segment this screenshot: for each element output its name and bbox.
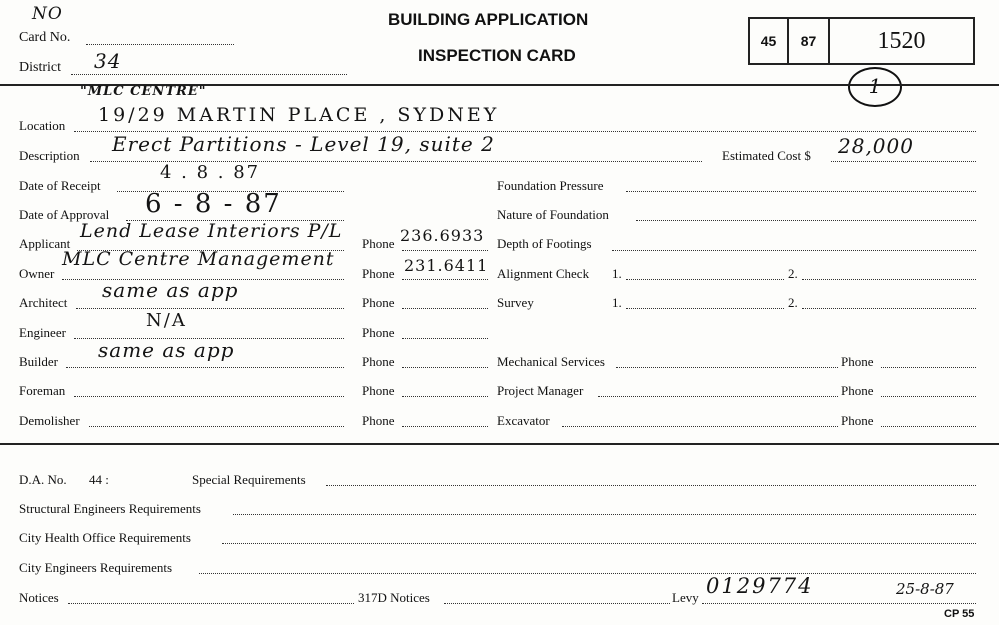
notices-line: [68, 603, 354, 604]
survey-line-2: [802, 308, 976, 309]
foreman-line: [74, 396, 344, 397]
foundation-pressure-label: Foundation Pressure: [497, 178, 604, 193]
excavator-line: [562, 426, 838, 427]
estimated-cost-value: 28,000: [838, 134, 914, 158]
alignment-num-1: 1.: [612, 266, 622, 281]
architect-value: same as app: [102, 278, 239, 302]
foreman-phone-label: Phone: [362, 383, 395, 398]
project-manager-label: Project Manager: [497, 383, 584, 398]
owner-label: Owner: [19, 266, 55, 281]
engineer-phone-label: Phone: [362, 325, 395, 340]
structural-label: Structural Engineers Requirements: [19, 501, 201, 516]
card-no-label: Card No.: [19, 30, 71, 45]
engineers-line: [199, 573, 976, 574]
builder-value: same as app: [98, 338, 235, 362]
circled-number-value: 1: [868, 74, 882, 98]
district-label: District: [19, 60, 61, 75]
description-value: Erect Partitions - Level 19, suite 2: [112, 132, 495, 156]
notices-317d-label: 317D Notices: [358, 590, 430, 605]
foundation-pressure-line: [626, 191, 976, 192]
survey-num-1: 1.: [612, 295, 622, 310]
owner-phone-value: 231.6411: [404, 256, 489, 275]
date-approval-value: 6 - 8 - 87: [145, 189, 282, 219]
engineer-phone-line: [402, 338, 488, 339]
architect-phone-label: Phone: [362, 295, 395, 310]
levy-value: 0129774: [706, 574, 814, 598]
project-manager-phone-line: [881, 396, 976, 397]
builder-phone-line: [402, 367, 488, 368]
demolisher-phone-label: Phone: [362, 413, 395, 428]
da-no-value: 44 :: [89, 472, 109, 487]
owner-phone-label: Phone: [362, 266, 395, 281]
owner-phone-line: [402, 279, 488, 280]
demolisher-phone-line: [402, 426, 488, 427]
form-code: CP 55: [944, 608, 975, 620]
alignment-line-1: [626, 279, 784, 280]
survey-label: Survey: [497, 295, 534, 310]
da-no-label: D.A. No.: [19, 472, 67, 487]
special-requirements-line: [326, 485, 976, 486]
applicant-phone-value: 236.6933: [400, 226, 485, 245]
foreman-label: Foreman: [19, 383, 66, 398]
survey-line-1: [626, 308, 784, 309]
card-number-box: 1520: [828, 17, 975, 65]
notices-label: Notices: [19, 590, 59, 605]
foreman-phone-line: [402, 396, 488, 397]
estimated-cost-label: Estimated Cost $: [722, 148, 811, 163]
title-line-2: INSPECTION CARD: [418, 46, 576, 65]
architect-line: [76, 308, 344, 309]
card-no-line: [86, 44, 234, 45]
project-manager-phone-label: Phone: [841, 383, 874, 398]
applicant-value: Lend Lease Interiors P/L: [80, 220, 343, 242]
mechanical-line: [616, 367, 838, 368]
engineers-label: City Engineers Requirements: [19, 560, 173, 575]
applicant-phone-label: Phone: [362, 236, 395, 251]
circled-number: [848, 67, 902, 107]
survey-num-2: 2.: [788, 295, 798, 310]
mechanical-phone-line: [881, 367, 976, 368]
district-line: [71, 74, 347, 75]
owner-value: MLC Centre Management: [62, 248, 335, 270]
project-manager-line: [598, 396, 838, 397]
excavator-phone-line: [881, 426, 976, 427]
levy-label: Levy: [672, 590, 699, 605]
description-label: Description: [19, 148, 80, 163]
location-label: Location: [19, 118, 66, 133]
nature-foundation-label: Nature of Foundation: [497, 207, 609, 222]
date-receipt-label: Date of Receipt: [19, 178, 101, 193]
alignment-line-2: [802, 279, 976, 280]
title-line-1: BUILDING APPLICATION: [388, 10, 589, 29]
special-requirements-label: Special Requirements: [192, 472, 306, 487]
alignment-num-2: 2.: [788, 266, 798, 281]
engineer-label: Engineer: [19, 325, 66, 340]
depth-footings-label: Depth of Footings: [497, 236, 592, 251]
middle-rule: [0, 443, 999, 445]
estimated-cost-line: [831, 161, 976, 162]
no-mark: NO: [32, 4, 63, 24]
demolisher-line: [89, 426, 344, 427]
excavator-label: Excavator: [497, 413, 550, 428]
health-label: City Health Office Requirements: [19, 530, 191, 545]
demolisher-label: Demolisher: [19, 413, 80, 428]
applicant-label: Applicant: [19, 236, 71, 251]
builder-line: [66, 367, 344, 368]
location-note: "MLC CENTRE": [80, 84, 207, 99]
architect-phone-line: [402, 308, 488, 309]
district-value: 34: [94, 49, 122, 73]
levy-date: 25-8-87: [896, 580, 954, 598]
architect-label: Architect: [19, 295, 68, 310]
mechanical-phone-label: Phone: [841, 354, 874, 369]
mechanical-label: Mechanical Services: [497, 354, 605, 369]
excavator-phone-label: Phone: [841, 413, 874, 428]
nature-foundation-line: [636, 220, 976, 221]
applicant-phone-line: [402, 250, 488, 251]
date-approval-label: Date of Approval: [19, 207, 110, 222]
builder-label: Builder: [19, 354, 58, 369]
builder-phone-label: Phone: [362, 354, 395, 369]
structural-line: [233, 514, 976, 515]
date-receipt-value: 4 . 8 . 87: [160, 162, 261, 183]
health-line: [222, 543, 976, 544]
location-value: 19/29 MARTIN PLACE , SYDNEY: [98, 104, 500, 126]
depth-footings-line: [612, 250, 976, 251]
levy-line: [702, 603, 976, 604]
engineer-value: N/A: [146, 310, 187, 331]
code-box-b: 87: [787, 17, 830, 65]
code-box-a: 45: [748, 17, 789, 65]
alignment-check-label: Alignment Check: [497, 266, 590, 281]
notices-317d-line: [444, 603, 670, 604]
